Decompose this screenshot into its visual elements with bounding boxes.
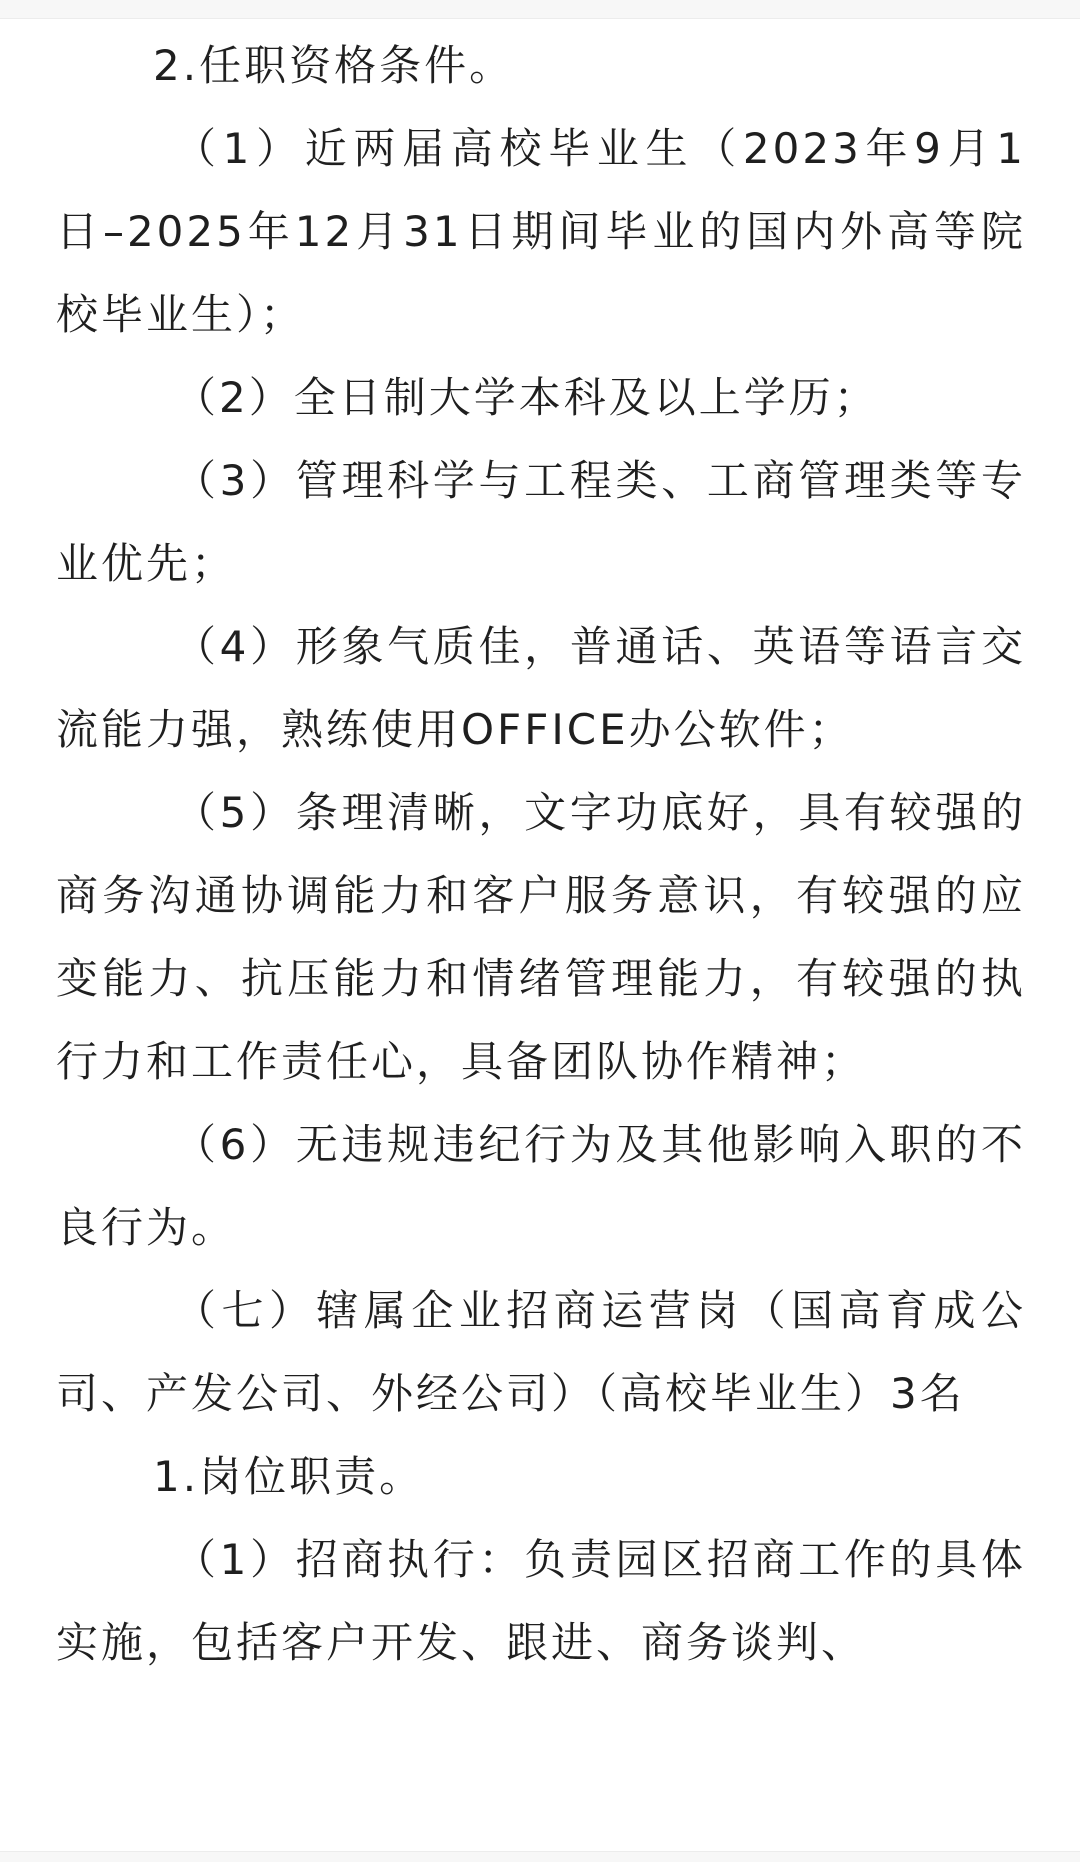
section-heading-qualifications: 2.任职资格条件。 <box>153 41 515 90</box>
requirement-item-2: （2）全日制大学本科及以上学历； <box>174 373 879 422</box>
bottom-divider <box>0 1851 1080 1862</box>
position-heading-investment-operations: （七）辖属企业招商运营岗（国高育成公司、产发公司、外经公司）（高校毕业生）3名 <box>56 1286 1026 1418</box>
article-body <box>56 24 1026 1684</box>
requirement-item-5: （5）条理清晰，文字功底好，具有较强的商务沟通协调能力和客户服务意识，有较强的应变能力、抗压能力和情绪管理能力，有较强的执行力和工作责任心，具备团队协作精神； <box>56 788 1026 1086</box>
requirement-item-3: （3）管理科学与工程类、工商管理类等专业优先； <box>56 456 1026 588</box>
top-divider <box>0 0 1080 19</box>
section-heading-responsibilities: 1.岗位职责。 <box>153 1452 425 1501</box>
requirement-item-6: （6）无违规违纪行为及其他影响入职的不良行为。 <box>56 1120 1026 1252</box>
responsibility-item-1: （1）招商执行：负责园区招商工作的具体实施，包括客户开发、跟进、商务谈判、 <box>56 1535 1026 1667</box>
requirement-item-1: （1）近两届高校毕业生（2023年9月1日–2025年12月31日期间毕业的国内外高等院校毕业生）； <box>56 124 1026 339</box>
requirement-item-4: （4）形象气质佳，普通话、英语等语言交流能力强，熟练使用OFFICE办公软件； <box>56 622 1026 754</box>
